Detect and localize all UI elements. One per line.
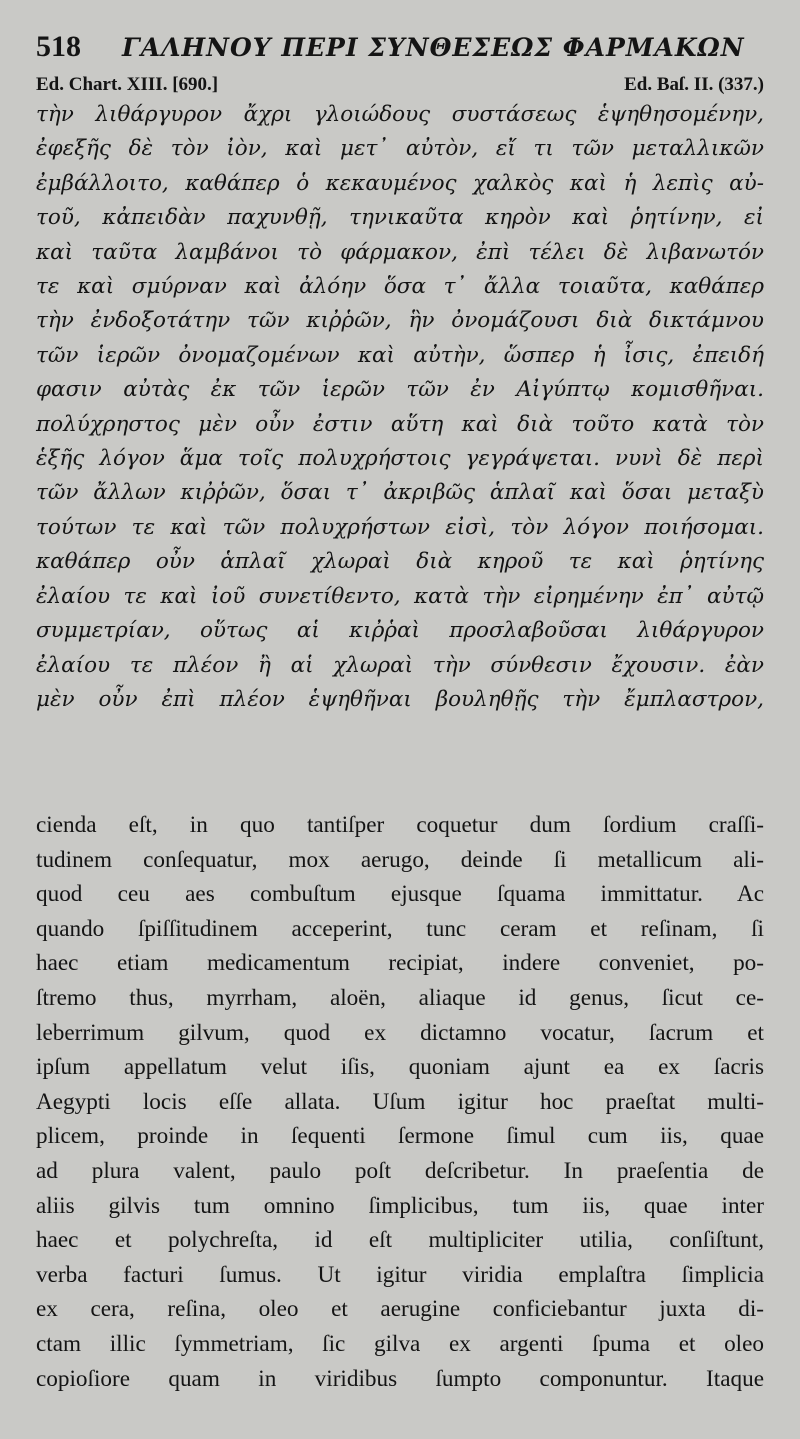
greek-text-line: τῶν ἱερῶν ὀνομαζομένων καὶ αὐτὴν, ὥσπερ ἡ ἶσις, ἐπειδή [36, 342, 764, 368]
greek-text-line: τὴν ἐνδοξοτάτην τῶν κιῤῥῶν, ἣν ὀνομάζουσι διὰ δικτάμνου [36, 308, 764, 334]
greek-text-line: ἐλαίου τε πλέον ἢ αἱ χλωραὶ τὴν σύνθεσιν ἔχουσιν. ἐὰν [36, 652, 764, 678]
latin-text-line: haec et polychreſta, id eſt multipliciter utilia, conſiſtunt, [36, 1227, 764, 1254]
latin-text-line: copioſiore quam in viridibus ſumpto componuntur. Itaque [36, 1365, 764, 1392]
edition-chart-reference: Ed. Chart. XIII. [690.] [36, 74, 219, 95]
page-header [36, 30, 764, 64]
greek-text-line: καὶ ταῦτα λαμβάνοι τὸ φάρμακον, ἐπὶ τέλει δὲ λιβανωτόν [36, 239, 764, 265]
latin-text-line: haec etiam medicamentum recipiat, indere conveniet, po- [36, 950, 764, 977]
greek-text-line: τούτων τε καὶ τῶν πολυχρήστων εἰσὶ, τὸν λόγον ποιήσομαι. [36, 514, 764, 540]
greek-text-line: συμμετρίαν, οὕτως αἱ κιῤῥαὶ προσλαβοῦσαι λιθάργυρον [36, 618, 764, 644]
latin-text-line: ſtremo thus, myrrham, aloën, aliaque id genus, ſicut ce- [36, 984, 764, 1011]
greek-text-line: ἐμβάλλοιτο, καθάπερ ὁ κεκαυμένος χαλκὸς καὶ ἡ λεπὶς αὐ- [36, 170, 764, 196]
latin-text-line: ctam illic ſymmetriam, ſic gilva ex argenti ſpuma et oleo [36, 1330, 764, 1357]
running-head: ΓΑΛΗΝΟΥ ΠΕΡΙ ΣΥΝΘΕΣΕΩΣ ΦΑΡΜΑΚΩΝ [122, 33, 745, 62]
greek-text-line: καθάπερ οὖν ἁπλαῖ χλωραὶ διὰ κηροῦ τε καὶ ῥητίνης [36, 549, 764, 575]
latin-text-line: ipſum appellatum velut iſis, quoniam ajunt ea ex ſacris [36, 1054, 764, 1081]
latin-text-block [36, 808, 764, 1396]
greek-text-block [36, 98, 764, 717]
greek-text-line: τοῦ, κἀπειδὰν παχυνθῇ, τηνικαῦτα κηρὸν καὶ ῥητίνην, εἰ [36, 205, 764, 231]
latin-text-line: leberrimum gilvum, quod ex dictamno vocatur, ſacrum et [36, 1019, 764, 1046]
latin-text-line: ex cera, reſina, oleo et aerugine conficiebantur juxta di- [36, 1296, 764, 1323]
latin-text-line: ad plura valent, paulo poſt deſcribetur. In praeſentia de [36, 1157, 764, 1184]
greek-text-line: τε καὶ σμύρναν καὶ ἀλόην ὅσα τ᾽ ἄλλα τοιαῦτα, καθάπερ [36, 274, 764, 300]
latin-text-line: Aegypti locis eſſe allata. Uſum igitur hoc praeſtat multi- [36, 1088, 764, 1115]
edition-references [36, 74, 764, 96]
greek-text-line: φασιν αὐτὰς ἐκ τῶν ἱερῶν τῶν ἐν Αἰγύπτῳ κομισθῆναι. [36, 377, 764, 403]
latin-text-line: verba facturi ſumus. Ut igitur viridia emplaſtra ſimplicia [36, 1261, 764, 1288]
latin-text-line: plicem, proinde in ſequenti ſermone ſimul cum iis, quae [36, 1123, 764, 1150]
latin-text-line: cienda eſt, in quo tantiſper coquetur dum ſordium craſſi- [36, 812, 764, 838]
greek-text-line: ἑξῆς λόγον ἅμα τοῖς πολυχρήστοις γεγράψεται. νυνὶ δὲ περὶ [36, 446, 764, 472]
greek-text-line: ἐφεξῆς δὲ τὸν ἰὸν, καὶ μετ᾽ αὐτὸν, εἴ τι τῶν μεταλλικῶν [36, 136, 764, 162]
latin-text-line: aliis gilvis tum omnino ſimplicibus, tum iis, quae inter [36, 1192, 764, 1219]
edition-basel-reference: Ed. Baſ. II. (337.) [624, 74, 764, 95]
greek-text-line: ἐλαίου τε καὶ ἰοῦ συνετίθεντο, κατὰ τὴν εἰρημένην ἐπ᾽ αὐτῷ [36, 583, 764, 609]
latin-text-line: quod ceu aes combuſtum ejusque ſquama immittatur. Ac [36, 881, 764, 908]
greek-text-line: τῶν ἄλλων κιῤῥῶν, ὅσαι τ᾽ ἀκριβῶς ἁπλαῖ καὶ ὅσαι μεταξὺ [36, 480, 764, 506]
page-number: 518 [36, 30, 81, 63]
latin-text-line: tudinem conſequatur, mox aerugo, deinde ſi metallicum ali- [36, 846, 764, 873]
latin-text-line: quando ſpiſſitudinem acceperint, tunc ceram et reſinam, ſi [36, 915, 764, 942]
greek-text-line: πολύχρηστος μὲν οὖν ἐστιν αὕτη καὶ διὰ τοῦτο κατὰ τὸν [36, 411, 764, 437]
greek-text-line: μὲν οὖν ἐπὶ πλέον ἑψηθῆναι βουληθῇς τὴν ἔμπλαστρον, [36, 686, 764, 712]
greek-text-line: τὴν λιθάργυρον ἄχρι γλοιώδους συστάσεως ἑψηθησομένην, [36, 102, 764, 127]
